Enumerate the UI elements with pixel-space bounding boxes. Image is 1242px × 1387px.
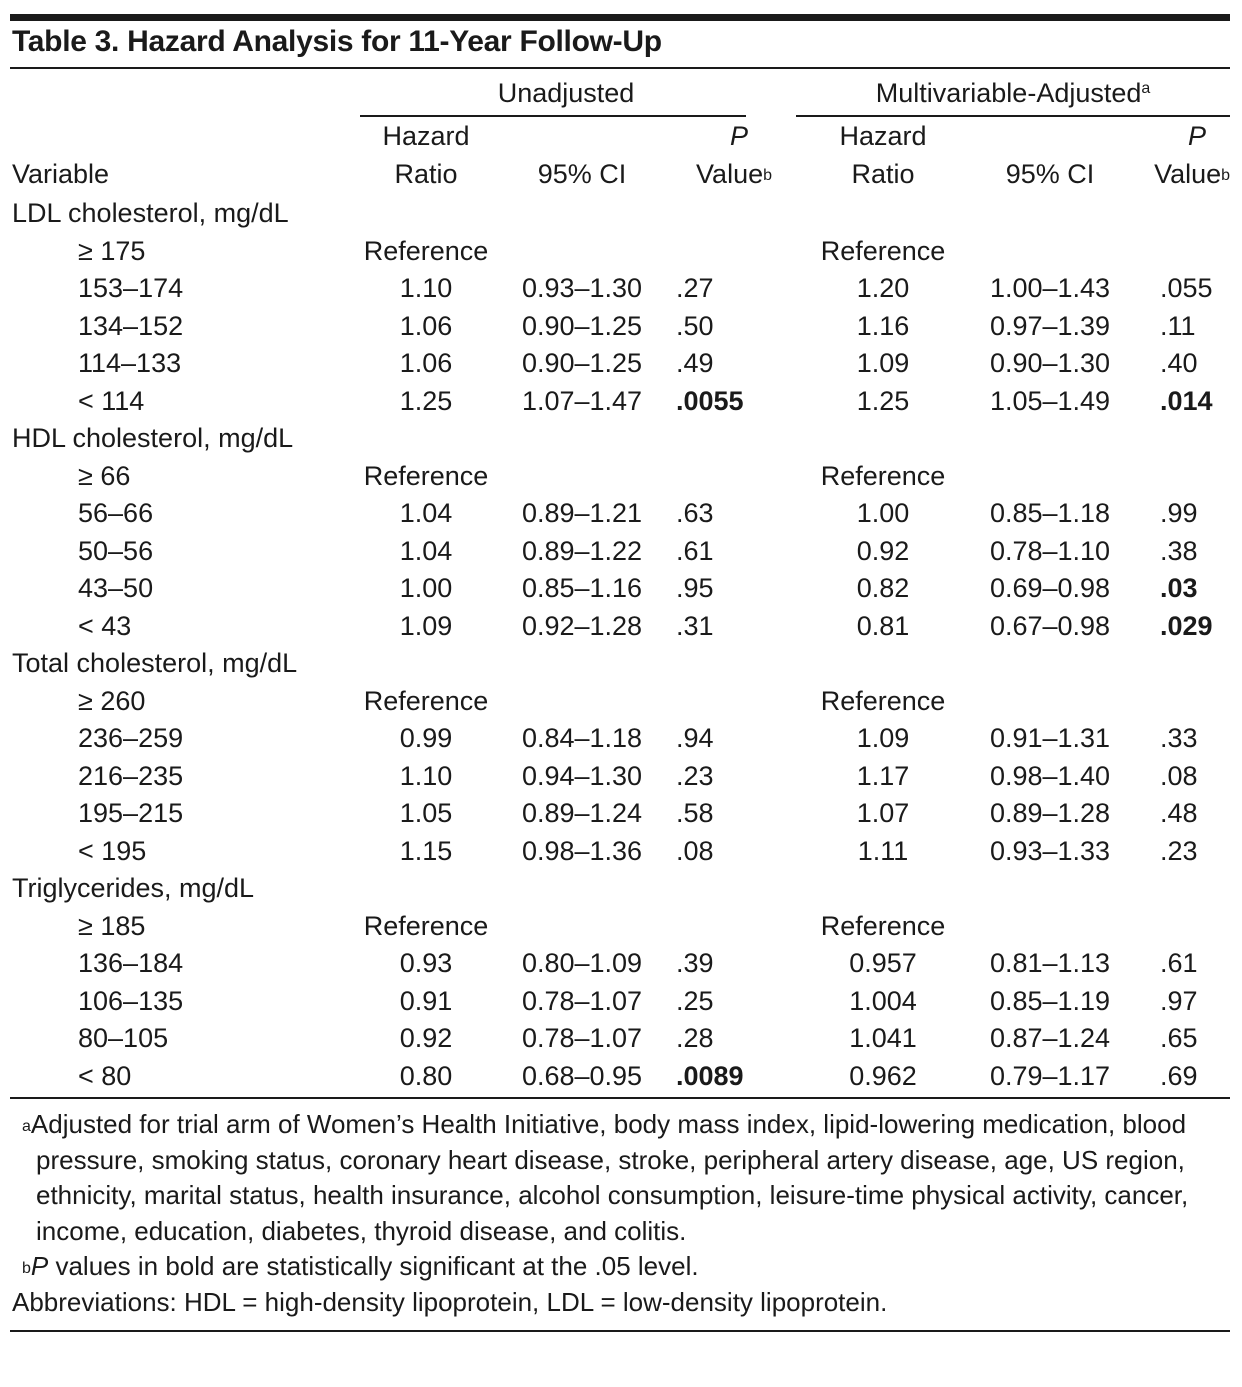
cell-adj-p: .99 (1160, 498, 1198, 528)
cell-adj-p (1130, 233, 1230, 271)
section-label: LDL cholesterol, mg/dL (12, 198, 289, 228)
cell-adj-ci: 0.67–0.98 (989, 610, 1111, 641)
column-header-row (10, 117, 1230, 195)
cell-unadj-ci: 0.98–1.36 (521, 835, 643, 866)
cell-gap (772, 495, 796, 533)
cell-unadj-ci: 0.89–1.22 (521, 535, 643, 566)
cell-gap (772, 383, 796, 421)
table-row (10, 945, 1230, 983)
cell-unadj-p: .08 (676, 835, 714, 866)
cell-adj-hr: 1.09 (856, 723, 910, 753)
cell-adj-ci (970, 458, 1130, 496)
cell-level: 114–133 (78, 348, 182, 378)
cell-unadj-p: .28 (676, 1023, 714, 1053)
cell-adj-ci: 0.98–1.40 (989, 760, 1111, 791)
cell-adj-hr: 1.07 (856, 798, 910, 828)
cell-unadj-hr: 1.05 (399, 798, 453, 828)
cell-adj-hr: 0.82 (856, 573, 910, 603)
cell-unadj-p (672, 683, 772, 721)
table-row (10, 795, 1230, 833)
cell-unadj-hr: 1.15 (399, 835, 453, 866)
cell-adj-ci: 0.85–1.19 (989, 985, 1111, 1016)
cell-unadj-hr: 1.06 (399, 310, 453, 341)
cell-adj-hr: 1.11 (857, 835, 909, 866)
cell-adj-p: .33 (1160, 723, 1198, 753)
cell-unadj-p: .23 (676, 760, 714, 791)
cell-adj-hr: Reference (820, 235, 946, 266)
table-row (10, 758, 1230, 796)
cell-unadj-p: .25 (676, 985, 714, 1016)
cell-gap (772, 608, 796, 646)
cell-level: ≥ 260 (78, 685, 146, 716)
cell-unadj-hr: 1.25 (399, 385, 453, 416)
cell-gap (772, 1058, 796, 1096)
cell-level: ≥ 185 (78, 910, 146, 941)
table-row (10, 270, 1230, 308)
cell-gap (772, 795, 796, 833)
cell-unadj-p: .95 (676, 573, 714, 603)
cell-unadj-p: .39 (676, 948, 714, 978)
cell-adj-ci: 0.97–1.39 (989, 310, 1111, 341)
cell-unadj-ci: 1.07–1.47 (521, 385, 643, 416)
col-adj-ci: 95% CI (1005, 159, 1095, 189)
cell-gap (772, 683, 796, 721)
cell-gap (772, 758, 796, 796)
cell-adj-ci: 0.93–1.33 (989, 835, 1111, 866)
cell-adj-ci: 0.91–1.31 (989, 723, 1111, 753)
cell-level: 56–66 (78, 498, 154, 528)
cell-adj-p (1130, 458, 1230, 496)
cell-unadj-p: .0089 (676, 1060, 744, 1091)
cell-gap (772, 1020, 796, 1058)
table-row (10, 533, 1230, 571)
cell-adj-p: .65 (1160, 1023, 1198, 1053)
footnote-a: $^a$Adjusted for trial arm of Women’s Health Initiative, body mass index, lipid-lowering medication, blood pressure, smoking status, coronary heart disease, stroke, peripheral artery disease, age, US region, ethnicity, marital status, health insurance, alcohol consumption, leisure-time physical activity, cancer, income, education, diabetes, thyroid disease, and colitis. (22, 1109, 1189, 1246)
cell-adj-p: .03 (1160, 573, 1198, 603)
cell-gap (772, 308, 796, 346)
cell-unadj-hr: Reference (363, 460, 489, 491)
cell-gap (772, 233, 796, 271)
cell-unadj-hr: 1.04 (399, 535, 453, 566)
cell-unadj-ci (492, 233, 672, 271)
table-row (10, 683, 1230, 721)
group-header-row (10, 69, 1230, 117)
cell-adj-p: .38 (1160, 535, 1198, 566)
cell-level: 153–174 (78, 273, 184, 303)
cell-adj-ci: 0.90–1.30 (989, 348, 1111, 378)
cell-unadj-p: .61 (676, 535, 714, 566)
cell-adj-ci: 0.85–1.18 (989, 498, 1111, 528)
section-row (10, 195, 1230, 233)
cell-level: < 43 (78, 610, 132, 641)
cell-unadj-hr: Reference (363, 235, 489, 266)
cell-unadj-hr: Reference (363, 685, 489, 716)
cell-adj-p: .23 (1160, 835, 1198, 866)
section-row (10, 645, 1230, 683)
col-unadj-hr: Hazard Ratio (382, 121, 470, 189)
cell-level: 195–215 (78, 798, 184, 828)
cell-unadj-p: .31 (676, 610, 714, 641)
col-adj-p: P Value$^b$ (1154, 121, 1231, 189)
table-row (10, 720, 1230, 758)
cell-unadj-p (672, 233, 772, 271)
cell-adj-hr: 1.09 (856, 348, 910, 378)
cell-gap (772, 833, 796, 871)
cell-unadj-p: .63 (676, 498, 714, 528)
cell-unadj-hr: 1.10 (399, 760, 453, 791)
table-row (10, 308, 1230, 346)
table-row (10, 345, 1230, 383)
cell-unadj-p: .0055 (676, 385, 744, 416)
group-unadjusted: Unadjusted (360, 69, 772, 117)
cell-adj-p: .40 (1160, 348, 1198, 378)
cell-unadj-ci: 0.80–1.09 (521, 948, 643, 978)
cell-unadj-p (672, 458, 772, 496)
table-row (10, 908, 1230, 946)
top-rule (10, 14, 1230, 21)
table-body (10, 195, 1230, 1095)
cell-unadj-p: .58 (676, 798, 714, 828)
cell-adj-hr: Reference (820, 460, 946, 491)
cell-level: < 80 (78, 1060, 132, 1091)
table-row (10, 833, 1230, 871)
cell-adj-hr: 0.962 (849, 1060, 917, 1091)
cell-level: 50–56 (78, 535, 154, 566)
cell-adj-p: .97 (1160, 985, 1198, 1016)
cell-unadj-hr: 0.91 (399, 985, 453, 1016)
cell-adj-p: .48 (1160, 798, 1198, 828)
table-row (10, 570, 1230, 608)
cell-unadj-p: .50 (676, 310, 714, 341)
cell-adj-hr: 0.81 (856, 610, 910, 641)
cell-level: ≥ 175 (78, 235, 146, 266)
cell-level: 134–152 (78, 310, 184, 341)
cell-unadj-ci (492, 458, 672, 496)
table-row (10, 983, 1230, 1021)
cell-gap (772, 533, 796, 571)
cell-adj-hr: 1.00 (856, 498, 910, 528)
cell-adj-p: .61 (1160, 948, 1198, 978)
cell-unadj-ci: 0.89–1.24 (521, 798, 643, 828)
cell-adj-p: .014 (1160, 385, 1213, 416)
cell-gap (772, 458, 796, 496)
footnotes (10, 1099, 1230, 1320)
cell-level: < 114 (78, 385, 145, 416)
cell-unadj-ci: 0.92–1.28 (521, 610, 643, 641)
cell-adj-p: .055 (1160, 273, 1213, 303)
cell-adj-ci: 0.81–1.13 (989, 948, 1111, 978)
cell-gap (772, 908, 796, 946)
cell-unadj-p (672, 908, 772, 946)
cell-unadj-ci (492, 908, 672, 946)
cell-unadj-hr: 0.92 (399, 1023, 453, 1053)
table-title: Table 3. Hazard Analysis for 11-Year Follow-Up (12, 25, 662, 58)
cell-unadj-hr: Reference (363, 910, 489, 941)
cell-adj-ci: 1.00–1.43 (989, 273, 1111, 303)
cell-adj-hr: 0.92 (856, 535, 910, 566)
cell-gap (772, 570, 796, 608)
cell-adj-p: .11 (1160, 310, 1196, 341)
cell-unadj-hr: 1.10 (399, 273, 453, 303)
cell-adj-ci: 0.78–1.10 (989, 535, 1111, 566)
cell-unadj-hr: 0.99 (399, 723, 453, 753)
group-adjusted: Multivariable-Adjusted$^a$ (796, 69, 1230, 117)
cell-unadj-ci: 0.84–1.18 (521, 723, 643, 753)
cell-adj-hr: 0.957 (849, 948, 917, 978)
table-row (10, 458, 1230, 496)
cell-adj-p (1130, 908, 1230, 946)
col-adj-hr: Hazard Ratio (839, 121, 927, 189)
cell-gap (772, 345, 796, 383)
cell-adj-ci (970, 908, 1130, 946)
cell-unadj-hr: 1.04 (399, 498, 453, 528)
cell-unadj-hr: 1.06 (399, 348, 453, 378)
cell-unadj-hr: 0.93 (399, 948, 453, 978)
cell-adj-hr: 1.17 (856, 760, 910, 791)
cell-adj-hr: Reference (820, 910, 946, 941)
cell-level: 80–105 (78, 1023, 169, 1053)
section-row (10, 420, 1230, 458)
cell-unadj-ci: 0.90–1.25 (521, 310, 643, 341)
col-variable: Variable (12, 159, 110, 189)
cell-unadj-ci: 0.68–0.95 (521, 1060, 643, 1091)
section-label: HDL cholesterol, mg/dL (12, 423, 294, 453)
cell-adj-p: .08 (1160, 760, 1198, 791)
cell-gap (772, 945, 796, 983)
cell-unadj-p: .94 (676, 723, 714, 753)
cell-adj-ci: 0.69–0.98 (989, 573, 1111, 603)
cell-adj-p: .69 (1160, 1060, 1198, 1091)
table-row (10, 1058, 1230, 1096)
cell-unadj-hr: 1.00 (399, 573, 453, 603)
section-row (10, 870, 1230, 908)
end-rule (10, 1330, 1230, 1332)
cell-level: 106–135 (78, 985, 184, 1016)
cell-unadj-hr: 1.09 (399, 610, 453, 641)
cell-adj-ci (970, 683, 1130, 721)
cell-level: 236–259 (78, 723, 184, 753)
cell-level: 43–50 (78, 573, 154, 603)
hazard-table (10, 69, 1230, 1095)
footnote-abbreviations: Abbreviations: HDL = high-density lipoprotein, LDL = low-density lipoprotein. (12, 1286, 888, 1317)
cell-unadj-p: .49 (676, 348, 714, 378)
cell-unadj-ci: 0.90–1.25 (521, 348, 643, 378)
cell-level: 136–184 (78, 948, 184, 978)
cell-unadj-ci: 0.89–1.21 (521, 498, 643, 528)
cell-level: 216–235 (78, 760, 184, 791)
cell-unadj-ci: 0.78–1.07 (521, 985, 643, 1016)
cell-unadj-ci (492, 683, 672, 721)
cell-unadj-p: .27 (676, 273, 714, 303)
cell-adj-p (1130, 683, 1230, 721)
cell-unadj-ci: 0.93–1.30 (521, 273, 643, 303)
cell-adj-hr: 1.20 (856, 273, 910, 303)
cell-gap (772, 270, 796, 308)
table-row (10, 608, 1230, 646)
cell-level: < 195 (78, 835, 147, 866)
table-row (10, 233, 1230, 271)
section-label: Triglycerides, mg/dL (12, 873, 255, 903)
cell-level: ≥ 66 (78, 460, 131, 491)
footnote-b: $^b$P values in bold are statistically significant at the .05 level. (22, 1251, 699, 1281)
table-figure (10, 14, 1230, 1332)
cell-gap (772, 720, 796, 758)
cell-adj-hr: 1.004 (849, 985, 917, 1016)
col-unadj-p: P Value$^b$ (696, 121, 773, 189)
section-label: Total cholesterol, mg/dL (12, 648, 298, 678)
cell-adj-ci: 0.87–1.24 (989, 1023, 1111, 1053)
cell-adj-hr: Reference (820, 685, 946, 716)
cell-adj-ci: 0.89–1.28 (989, 798, 1111, 828)
cell-adj-p: .029 (1160, 610, 1213, 641)
cell-adj-ci: 1.05–1.49 (989, 385, 1111, 416)
cell-adj-ci (970, 233, 1130, 271)
cell-unadj-hr: 0.80 (399, 1060, 453, 1091)
cell-adj-hr: 1.25 (856, 385, 910, 416)
cell-gap (772, 983, 796, 1021)
table-row (10, 495, 1230, 533)
table-row (10, 383, 1230, 421)
col-unadj-ci: 95% CI (537, 159, 627, 189)
table-row (10, 1020, 1230, 1058)
cell-unadj-ci: 0.94–1.30 (521, 760, 643, 791)
cell-unadj-ci: 0.78–1.07 (521, 1023, 643, 1053)
cell-adj-hr: 1.041 (849, 1023, 917, 1053)
cell-unadj-ci: 0.85–1.16 (521, 573, 643, 603)
cell-adj-hr: 1.16 (856, 310, 910, 341)
cell-adj-ci: 0.79–1.17 (989, 1060, 1111, 1091)
